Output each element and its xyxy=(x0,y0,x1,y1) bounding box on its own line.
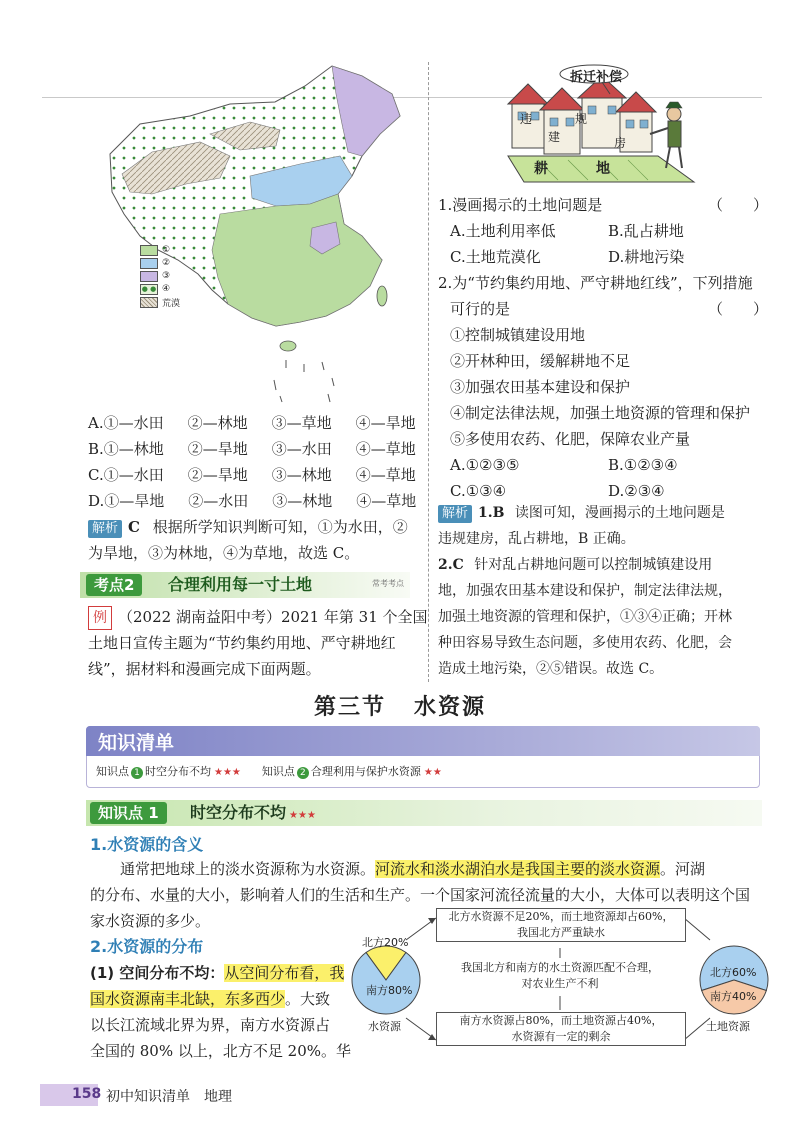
analysis-text: 地，加强农田基本建设和保护，制定法律法规， xyxy=(438,583,732,599)
china-land-use-map xyxy=(100,64,420,404)
flow-text: 北方水资源不足20%，而土地资源却占60%， xyxy=(448,910,674,923)
knowledge-point-title-text: 时空分布不均 xyxy=(190,803,287,822)
q2-item: ④制定法律法规，加强土地资源的管理和保护 xyxy=(450,404,751,422)
q2-stem-line xyxy=(438,296,768,322)
legend-label: ③ xyxy=(162,271,171,281)
analysis-badge: 解析 xyxy=(438,505,472,523)
body-line: 全国的 80% 以上，北方不足 20%。华 xyxy=(90,1042,351,1060)
option-item: A.①②③⑤ xyxy=(450,456,520,474)
analysis-label: 2.C xyxy=(438,557,464,573)
legend-swatch xyxy=(140,258,158,269)
example-line: 线”，据材料和漫画完成下面两题。 xyxy=(88,660,321,678)
body-line: 以长江流域北界为界，南方水资源占 xyxy=(90,1016,331,1034)
body-line: 的分布、水量的大小，影响着人们的生活和生产。一个国家河流径流量的大小，大体可以表明这个国 xyxy=(90,886,751,904)
q2-options-row xyxy=(438,452,768,478)
section-title xyxy=(0,690,800,721)
body-line xyxy=(90,986,360,1012)
legend-label: ② xyxy=(162,258,171,268)
knowledge-point-bar xyxy=(86,800,762,826)
pie-label-north-land: 北方60% xyxy=(710,966,757,979)
legend-swatch xyxy=(140,271,158,282)
option-item: ①—旱地 xyxy=(104,492,165,510)
right-questions xyxy=(438,192,768,504)
option-item: ②—旱地 xyxy=(187,440,248,458)
option-letter: D. xyxy=(88,492,105,510)
option-row xyxy=(88,436,416,462)
option-item: C.①③④ xyxy=(450,482,507,500)
pie-label-south-water: 南方80% xyxy=(366,984,413,997)
example-line xyxy=(88,604,428,630)
option-letter: A. xyxy=(88,414,104,432)
q2-item: ⑤多使用农药、化肥，保障农业产量 xyxy=(450,430,691,448)
body-text: 通常把地球上的淡水资源称为水资源。 xyxy=(120,860,376,878)
flow-text: 对农业生产不利 xyxy=(521,977,599,990)
analysis-badge: 解析 xyxy=(88,520,122,538)
q1-stem: 1.漫画揭示的土地问题是 xyxy=(438,196,603,214)
kaodian-title: 合理利用每一寸土地 xyxy=(168,575,313,594)
flow-box-bottom xyxy=(436,1012,686,1046)
example-line: 土地日宣传主题为“节约集约用地、严守耕地红 xyxy=(88,634,396,652)
body-line xyxy=(90,856,766,882)
option-item: A.土地利用率低 xyxy=(450,222,556,240)
map-south-sea-islands xyxy=(274,360,334,402)
analysis-text: 根据所学知识判断可知，①为水田，② xyxy=(152,518,408,536)
option-item: B.①②③④ xyxy=(608,456,678,474)
option-item: ①—林地 xyxy=(103,440,164,458)
q2-item: ③加强农田基本建设和保护 xyxy=(450,378,631,396)
analysis-text: 加强土地资源的管理和保护，①③④正确；开林 xyxy=(438,609,732,625)
body-text: 。河湖 xyxy=(660,860,706,878)
difficulty-stars: ★★★ xyxy=(214,767,241,778)
option-item: ③—草地 xyxy=(271,414,332,432)
option-item: ④—草地 xyxy=(355,466,416,484)
point-prefix: 知识点 xyxy=(96,765,129,778)
legend-label: 荒漠 xyxy=(162,298,181,309)
option-item: ③—林地 xyxy=(271,466,332,484)
kaodian-small: 常考考点 xyxy=(372,579,404,588)
point-prefix: 知识点 xyxy=(261,765,295,778)
example-text: （2022 湖南益阳中考）2021 年第 31 个全国 xyxy=(118,608,428,626)
option-item: ①—水田 xyxy=(103,414,164,432)
option-item: ③—林地 xyxy=(272,492,333,510)
legend-item xyxy=(140,283,180,295)
option-item: B.乱占耕地 xyxy=(608,222,684,240)
subheading-1: 1.水资源的含义 xyxy=(90,835,204,854)
option-item: D.耕地污染 xyxy=(608,248,685,266)
analysis-line xyxy=(438,552,768,578)
q1-analysis xyxy=(88,514,418,566)
option-row xyxy=(88,462,416,488)
knowledge-point-title xyxy=(190,800,316,829)
analysis-line xyxy=(88,514,418,540)
kaodian-tag: 考点2 xyxy=(86,574,142,596)
q1-options xyxy=(88,410,416,514)
body-line xyxy=(90,960,360,986)
q2-item: ①控制城镇建设用地 xyxy=(450,326,586,344)
point-title: 合理利用与保护水资源 xyxy=(310,765,421,778)
flow-text: 南方水资源占80%，而土地资源占40%， xyxy=(459,1014,663,1027)
legend-swatch: ● ● xyxy=(141,284,157,293)
highlight-text: 国水资源南丰北缺，东多西少 xyxy=(90,990,286,1008)
example-block xyxy=(88,604,428,682)
knowledge-point-tag: 知识点 1 xyxy=(90,802,167,824)
example-tag: 例 xyxy=(88,606,112,630)
option-item: ②—林地 xyxy=(187,414,248,432)
option-item: ④—旱地 xyxy=(355,414,416,432)
option-row xyxy=(88,410,416,436)
analysis-line xyxy=(438,500,768,526)
cartoon-char: 规 xyxy=(575,112,588,126)
legend-label: ① xyxy=(162,245,171,255)
option-letter: B. xyxy=(88,440,104,458)
flow-text: 我国北方严重缺水 xyxy=(517,926,605,939)
pie-caption-water: 水资源 xyxy=(368,1020,401,1033)
option-letter: C. xyxy=(88,466,104,484)
cartoon-sign: 拆迁补偿 xyxy=(570,70,623,85)
cartoon-char: 违 xyxy=(520,112,533,126)
body-text: 。大致 xyxy=(285,990,331,1008)
analysis-text-2: 为旱地，③为林地，④为草地，故选 C。 xyxy=(88,544,360,562)
analysis-text: 种田容易导致生态问题，多使用农药、化肥，会 xyxy=(438,635,732,651)
analysis-text: 违规建房，乱占耕地，B 正确。 xyxy=(438,531,635,547)
body-line: 家水资源的多少。 xyxy=(90,912,211,930)
legend-item xyxy=(140,244,180,256)
analysis-text: 造成土地污染，②⑤错误。故选 C。 xyxy=(438,661,664,677)
water-resource-pie xyxy=(352,946,420,1014)
highlight-text: 从空间分布看，我 xyxy=(224,964,345,982)
column-divider xyxy=(428,62,429,682)
q2-stem: 2.为“节约集约用地、严守耕地红线”，下列措施 xyxy=(438,274,753,292)
option-item: ②—旱地 xyxy=(187,466,248,484)
point-label: (1) 空间分布不均： xyxy=(90,964,225,982)
cartoon-char: 建 xyxy=(548,130,561,144)
difficulty-stars: ★★★ xyxy=(289,810,316,821)
flow-box-middle xyxy=(448,960,672,992)
point-title: 时空分布不均 xyxy=(145,765,211,778)
analysis-text: 读图可知，漫画揭示的土地问题是 xyxy=(514,505,725,521)
analysis-label: 1.B xyxy=(478,505,505,521)
q1-stem-line xyxy=(438,192,768,218)
knowledge-list-row xyxy=(96,764,442,781)
map-taiwan xyxy=(377,286,387,306)
knowledge-list-title: 知识清单 xyxy=(98,732,175,754)
option-item: ②—水田 xyxy=(188,492,249,510)
q1-options-row xyxy=(438,218,768,244)
option-item: ③—水田 xyxy=(271,440,332,458)
connector-line xyxy=(684,918,710,940)
legend-swatch xyxy=(140,245,158,256)
section-number: 第三节 xyxy=(313,695,386,720)
legend-item xyxy=(140,270,180,282)
option-item: D.②③④ xyxy=(608,482,665,500)
legend-item xyxy=(140,296,180,308)
option-item: ④—草地 xyxy=(356,492,417,510)
cartoon-ground-char: 耕 xyxy=(534,161,548,177)
footer-title: 初中知识清单 地理 xyxy=(106,1089,232,1105)
map-hainan xyxy=(280,341,296,351)
subheading-2: 2.水资源的分布 xyxy=(90,937,204,956)
pie-caption-land: 土地资源 xyxy=(706,1020,750,1033)
option-item: C.土地荒漠化 xyxy=(450,248,541,266)
analysis-answer: C xyxy=(128,518,140,536)
right-analysis xyxy=(438,500,768,682)
option-item: ①—水田 xyxy=(103,466,164,484)
kaodian-bar xyxy=(80,572,410,598)
legend-label: ④ xyxy=(162,284,171,294)
body-paragraph-2 xyxy=(90,960,360,1064)
q2-item: ②开林种田，缓解耕地不足 xyxy=(450,352,631,370)
pie-label-south-land: 南方40% xyxy=(710,990,757,1003)
pie-label-north-water: 北方20% xyxy=(362,936,409,949)
q1-paren: （ ） xyxy=(707,196,768,214)
option-item: ④—草地 xyxy=(355,440,416,458)
flow-box-top xyxy=(436,908,686,942)
page-number: 158 xyxy=(72,1086,102,1102)
flow-text: 水资源有一定的剩余 xyxy=(511,1030,611,1043)
option-row xyxy=(88,488,416,514)
section-name: 水资源 xyxy=(414,695,487,720)
point-number: 1 xyxy=(131,767,143,779)
point-number: 2 xyxy=(297,767,309,779)
q2-stem-2: 可行的是 xyxy=(450,300,511,318)
cartoon-ground-char: 地 xyxy=(596,161,610,177)
q1-options-row xyxy=(438,244,768,270)
difficulty-stars: ★★ xyxy=(423,767,442,778)
flow-text: 我国北方和南方的水土资源匹配不合理， xyxy=(461,961,659,974)
legend-item xyxy=(140,257,180,269)
map-legend xyxy=(140,244,180,308)
legend-swatch xyxy=(140,297,158,308)
knowledge-list-header xyxy=(86,726,760,756)
map-paddy-region xyxy=(212,194,382,326)
cartoon-char: 房 xyxy=(614,136,627,150)
analysis-text: 针对乱占耕地问题可以控制城镇建设用 xyxy=(474,557,713,573)
q2-paren: （ ） xyxy=(707,300,768,318)
highlight-text: 河流水和淡水湖泊水是我国主要的淡水资源 xyxy=(375,860,661,878)
